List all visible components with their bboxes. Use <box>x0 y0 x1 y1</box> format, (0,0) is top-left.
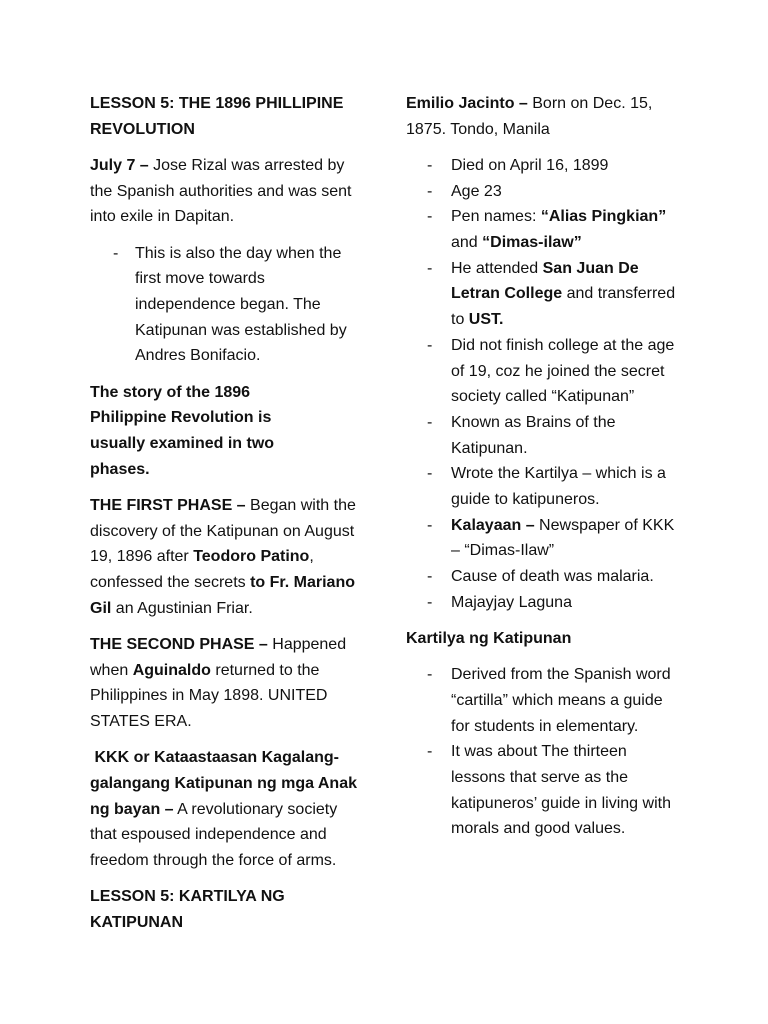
july-7-paragraph: July 7 – Jose Rizal was arrested by the Spanish authorities and was sent into exile in Dapitan. <box>90 156 352 226</box>
list-item: - This is also the day when the first move towards independence began. The Katipunan was established by Andres Bonifacio. <box>90 241 368 370</box>
jacinto-list <box>406 153 684 616</box>
jacinto-paragraph: Emilio Jacinto – Born on Dec. 15, 1875. Tondo, Manila <box>406 95 653 138</box>
second-phase-paragraph: THE SECOND PHASE – Happened when Aguinaldo returned to the Philippines in May 1898. UNITED STATES ERA. <box>90 635 347 730</box>
july-7-list <box>90 241 368 370</box>
list-item: - Pen names: “Alias Pingkian” and “Dimas-ilaw” <box>406 204 684 255</box>
list-item: - Wrote the Kartilya – which is a guide to katipuneros. <box>406 461 684 512</box>
list-item: - Kalayaan – Newspaper of KKK – “Dimas-Ilaw” <box>406 513 684 564</box>
list-item: - Died on April 16, 1899 <box>406 153 684 179</box>
list-item: - Known as Brains of the Katipunan. <box>406 410 684 461</box>
kkk-paragraph: KKK or Kataastaasan Kagalang-galangang Katipunan ng mga Anak ng bayan – A revolutionary society that espoused independence and freedom through the force of arms. <box>90 749 362 869</box>
lesson-title-kartilya: LESSON 5: KARTILYA NG KATIPUNAN <box>90 888 285 931</box>
list-item: - Majayjay Laguna <box>406 590 684 616</box>
kartilya-heading: Kartilya ng Katipunan <box>406 630 572 648</box>
kartilya-list <box>406 662 684 842</box>
left-column <box>90 91 368 946</box>
right-column <box>406 91 684 853</box>
list-item: - Derived from the Spanish word “cartilla” which means a guide for students in elementary. <box>406 662 684 739</box>
list-item: - Did not finish college at the age of 19, coz he joined the secret society called “Katipunan” <box>406 333 684 410</box>
list-item: - It was about The thirteen lessons that serve as the katipuneros’ guide in living with morals and good values. <box>406 739 684 842</box>
list-item: - Age 23 <box>406 179 684 205</box>
list-item: - He attended San Juan De Letran College and transferred to UST. <box>406 256 684 333</box>
first-phase-paragraph: THE FIRST PHASE – Began with the discovery of the Katipunan on August 19, 1896 after Teodoro Patino, confessed the secrets to Fr. Mariano Gil an Agustinian Friar. <box>90 496 356 617</box>
list-item: - Cause of death was malaria. <box>406 564 684 590</box>
story-heading: The story of the 1896 Philippine Revolution is usually examined in two phases. <box>90 383 275 478</box>
july-7-label: July 7 – <box>90 156 149 174</box>
lesson-title-revolution: LESSON 5: THE 1896 PHILLIPINE REVOLUTION <box>90 95 344 138</box>
